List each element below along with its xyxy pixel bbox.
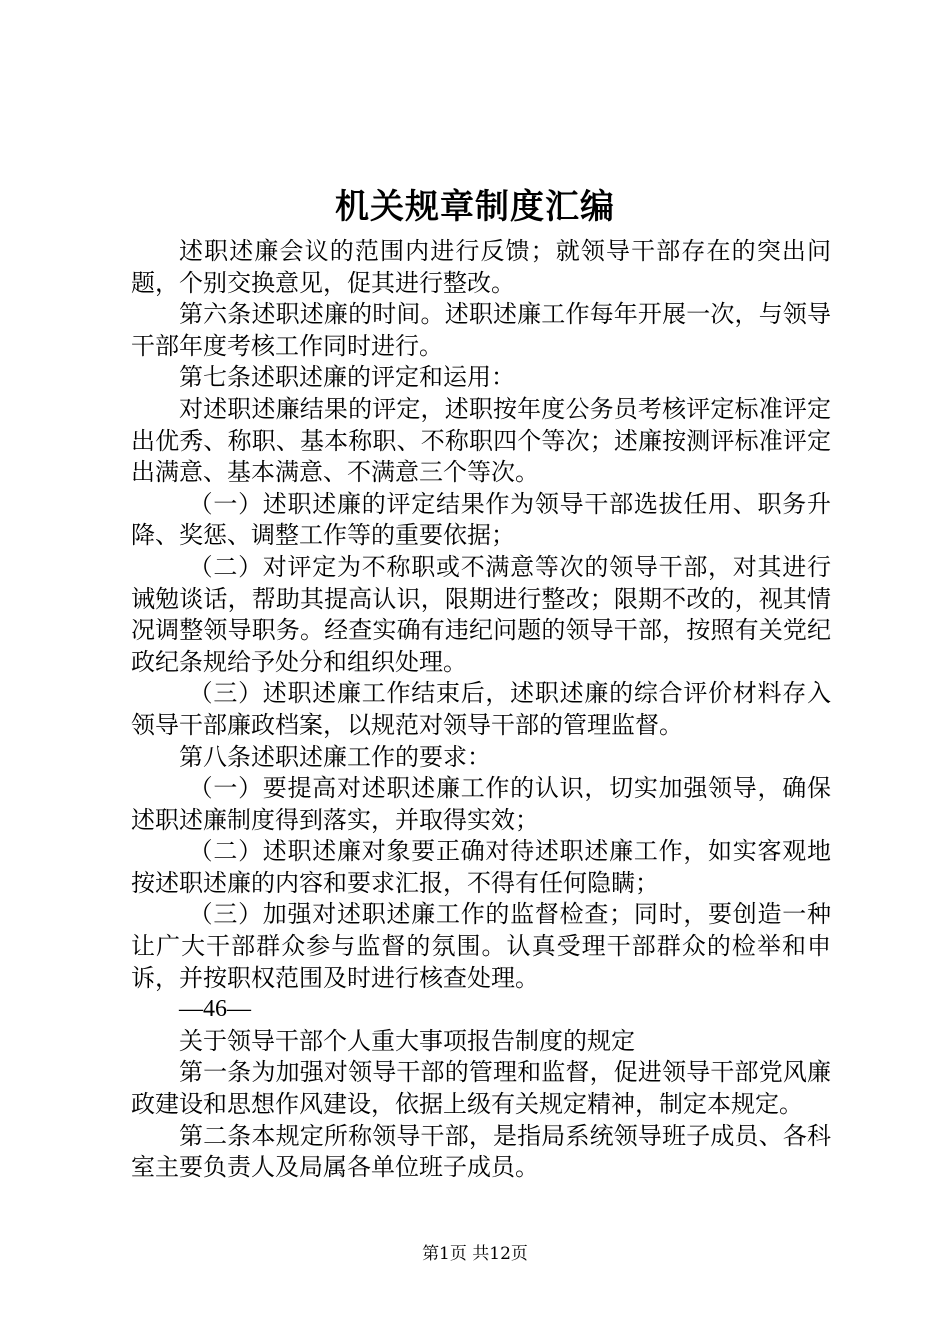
paragraph: 第七条述职述廉的评定和运用： (179, 363, 515, 392)
paragraph: 第六条述职述廉的时间。述职述廉工作每年开展一次，与领导干部年度考核工作同时进行。 (131, 300, 831, 360)
inline-page-number: —46— (179, 996, 251, 1023)
page-footer: 第1页 共12页 (422, 1244, 528, 1264)
paragraph: （二）对评定为不称职或不满意等次的领导干部，对其进行诫勉谈话，帮助其提高认识，限期进行整改；限期不改的，视其情况调整领导职务。经查实确有违纪问题的领导干部，按照有关党纪政纪条规给予处分和组织处理。 (131, 552, 831, 676)
paragraph: 第一条为加强对领导干部的管理和监督，促进领导干部党风廉政建设和思想作风建设，依据上级有关规定精神，制定本规定。 (131, 1058, 831, 1119)
paragraph: （一）要提高对述职述廉工作的认识，切实加强领导，确保述职述廉制度得到落实，并取得实效； (131, 774, 831, 834)
paragraph: （二）述职述廉对象要正确对待述职述廉工作，如实客观地按述职述廉的内容和要求汇报，不得有任何隐瞒； (131, 837, 831, 897)
document-title: 机关规章制度汇编 (335, 187, 615, 227)
paragraph: 第二条本规定所称领导干部，是指局系统领导班子成员、各科室主要负责人及局属各单位班子成员。 (131, 1121, 831, 1182)
paragraph: 对述职述廉结果的评定，述职按年度公务员考核评定标准评定出优秀、称职、基本称职、不称职四个等次；述廉按测评标准评定出满意、基本满意、不满意三个等次。 (131, 394, 831, 487)
document-body (131, 236, 831, 1184)
paragraph: 第八条述职述廉工作的要求： (179, 742, 491, 771)
paragraph: （一）述职述廉的评定结果作为领导干部选拔任用、职务升降、奖惩、调整工作等的重要依据； (131, 489, 831, 550)
paragraph: （三）述职述廉工作结束后，述职述廉的综合评价材料存入领导干部廉政档案，以规范对领导干部的管理监督。 (131, 679, 831, 739)
section-heading: 关于领导干部个人重大事项报告制度的规定 (179, 1026, 635, 1055)
paragraph: 述职述廉会议的范围内进行反馈；就领导干部存在的突出问题，个别交换意见，促其进行整改。 (131, 237, 831, 297)
paragraph: （三）加强对述职述廉工作的监督检查；同时，要创造一种让广大干部群众参与监督的氛围。认真受理干部群众的检举和申诉，并按职权范围及时进行核查处理。 (131, 900, 831, 992)
